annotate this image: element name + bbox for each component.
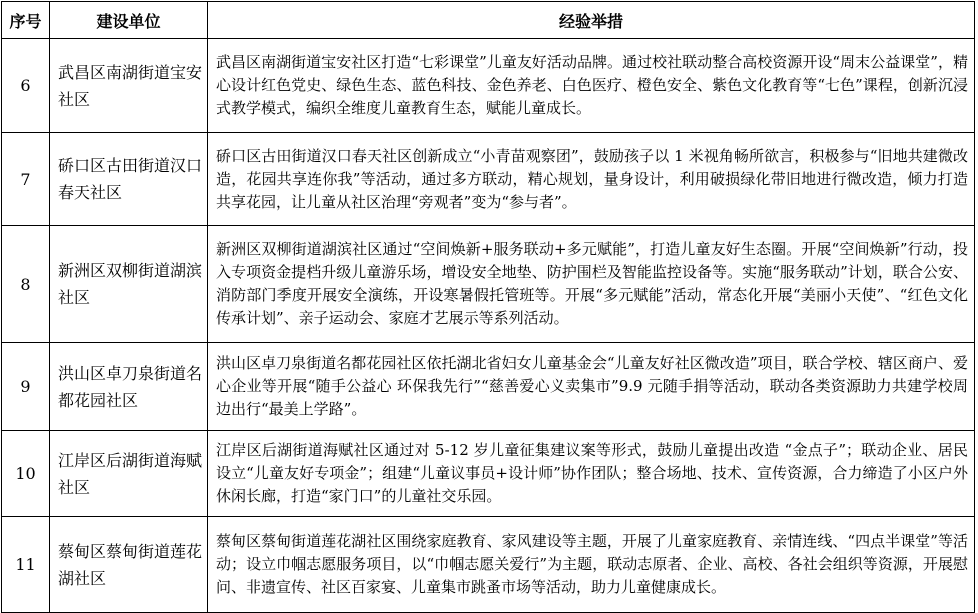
row-no: 11 — [2, 517, 50, 613]
row-unit: 蔡甸区蔡甸街道莲花湖社区 — [50, 517, 208, 613]
row-measure: 蔡甸区蔡甸街道莲花湖社区围绕家庭教育、家风建设等主题，开展了儿童家庭教育、亲情连线、“四点半课堂”等活动；设立巾帼志愿服务项目，以“巾帼志愿关爱行”为主题，联动志原者、企业、高校、各社会组织等资源，开展慰问、非遗宣传、社区百家宴、儿童集市跳蚤市场等活动，助力儿童健康成长。 — [208, 517, 975, 613]
row-measure: 江岸区后湖街道海赋社区通过对 5-12 岁儿童征集建议案等形式，鼓励儿童提出改造 “金点子”；联动企业、居民设立“儿童友好专项金”；组建“儿童议事员+设计师”协作团队；整合场地、技术、宣传资源，合力缔造了小区户外休闲长廊，打造“家门口”的儿童社交乐园。 — [208, 431, 975, 517]
table-row — [2, 226, 975, 343]
row-unit: 洪山区卓刀泉街道名都花园社区 — [50, 343, 208, 431]
row-unit: 硚口区古田街道汉口春天社区 — [50, 133, 208, 226]
row-measure: 武昌区南湖街道宝安社区打造“七彩课堂”儿童友好活动品牌。通过校社联动整合高校资源开设“周末公益课堂”，精心设计红色党史、绿色生态、蓝色科技、金色养老、白色医疗、橙色安全、紫色文化教育等“七色”课程，创新沉浸式教学模式，编织全维度儿童教育生态，赋能儿童成长。 — [208, 39, 975, 133]
table-row — [2, 517, 975, 613]
table-row — [2, 39, 975, 133]
row-measure: 洪山区卓刀泉街道名都花园社区依托湖北省妇女儿童基金会“儿童友好社区微改造”项目，联合学校、辖区商户、爱心企业等开展“随手公益心 环保我先行”“慈善爱心义卖集市”9.9 元随手捐等活动，联动各类资源助力共建学校周边出行“最美上学路”。 — [208, 343, 975, 431]
row-unit: 江岸区后湖街道海赋社区 — [50, 431, 208, 517]
table-row — [2, 343, 975, 431]
row-no: 9 — [2, 343, 50, 431]
row-no: 10 — [2, 431, 50, 517]
header-unit: 建设单位 — [50, 2, 208, 39]
row-unit: 新洲区双柳街道湖滨社区 — [50, 226, 208, 343]
table-row — [2, 133, 975, 226]
row-measure: 新洲区双柳街道湖滨社区通过“空间焕新+服务联动+多元赋能”，打造儿童友好生态圈。开展“空间焕新”行动，投入专项资金提档升级儿童游乐场，增设安全地垫、防护围栏及智能监控设备等。实施“服务联动”计划，联合公安、消防部门季度开展安全演练，开设寒暑假托管班等。开展“多元赋能”活动，常态化开展“美丽小天使”、“红色文化传承计划”、亲子运动会、家庭才艺展示等系列活动。 — [208, 226, 975, 343]
row-no: 8 — [2, 226, 50, 343]
header-no: 序号 — [2, 2, 50, 39]
table-row — [2, 431, 975, 517]
table-header-row — [2, 2, 975, 39]
row-no: 6 — [2, 39, 50, 133]
row-measure: 硚口区古田街道汉口春天社区创新成立“小青苗观察团”，鼓励孩子以 1 米视角畅所欲言，积极参与“旧地共建微改造，花园共享连你我”等活动，通过多方联动，精心规划，量身设计，利用破损绿化带旧地进行微改造，倾力打造共享花园，让儿童从社区治理“旁观者”变为“参与者”。 — [208, 133, 975, 226]
row-no: 7 — [2, 133, 50, 226]
experience-table — [1, 1, 975, 613]
row-unit: 武昌区南湖街道宝安社区 — [50, 39, 208, 133]
header-measure: 经验举措 — [208, 2, 975, 39]
